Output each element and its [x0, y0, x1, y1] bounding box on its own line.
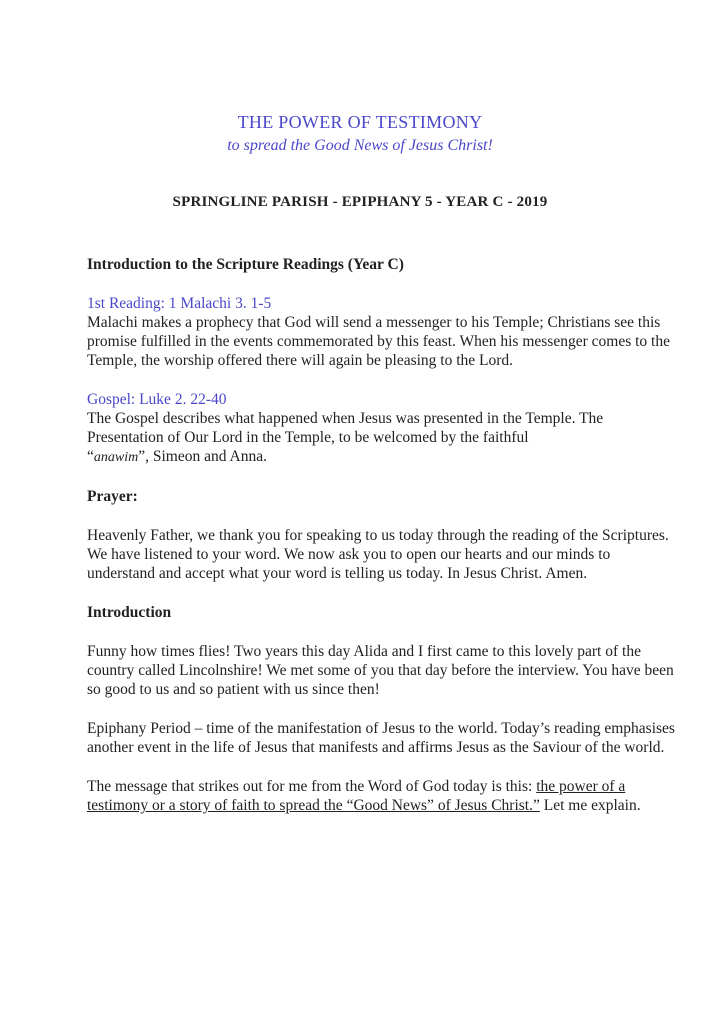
quote-close: ”	[138, 448, 146, 465]
document-title: THE POWER OF TESTIMONY	[237, 112, 483, 132]
gospel-text-part2: , Simeon and Anna.	[145, 448, 267, 465]
gospel-title: Gospel: Luke 2. 22-40	[87, 391, 227, 408]
prayer-text: Heavenly Father, we thank you for speaking to us today through the reading of the Scriptures. We have listened to your word. We now ask you to open our hearts and our minds to understand and accept what your word is telling us today. In Jesus Christ. Amen.	[87, 527, 669, 582]
gospel-text	[87, 409, 677, 467]
gospel-text-part1: The Gospel describes what happened when Jesus was presented in the Temple. The Presentation of Our Lord in the Temple, to be welcomed by the faithful	[87, 410, 604, 446]
prayer-heading: Prayer:	[87, 488, 138, 505]
para3-lead: The message that strikes out for me from the Word of God today is this:	[87, 778, 537, 795]
document-body	[87, 255, 677, 815]
parish-line: SPRINGLINE PARISH - EPIPHANY 5 - YEAR C - 2019	[172, 194, 548, 210]
document-subtitle: to spread the Good News of Jesus Christ!	[227, 137, 493, 154]
reading1-title: 1st Reading: 1 Malachi 3. 1-5	[87, 295, 272, 312]
reading1-text: Malachi makes a prophecy that God will send a messenger to his Temple; Christians see this promise fulfilled in the events commemorated by this feast. When his messenger comes to the Temple, the worship offered there will again be pleasing to the Lord.	[87, 314, 670, 369]
quote-open: “	[87, 448, 94, 465]
introduction-heading: Introduction	[87, 604, 172, 621]
anawim-term: anawim	[93, 450, 139, 465]
introduction-para2: Epiphany Period – time of the manifestation of Jesus to the world. Today’s reading emphasises another event in the life of Jesus that manifests and affirms Jesus as the Saviour of the world.	[87, 720, 675, 756]
para3-tail: Let me explain.	[539, 797, 641, 814]
introduction-para1: Funny how times flies! Two years this day Alida and I first came to this lovely part of the country called Lincolnshire! We met some of you that day before the interview. You have been so good to us and so patient with us since then!	[87, 643, 674, 698]
para3-underlined: the power of a testimony or a story of faith to spread the “Good News” of Jesus Christ.”	[87, 778, 626, 814]
introduction-para3	[87, 777, 677, 815]
readings-heading: Introduction to the Scripture Readings (Year C)	[87, 256, 404, 273]
